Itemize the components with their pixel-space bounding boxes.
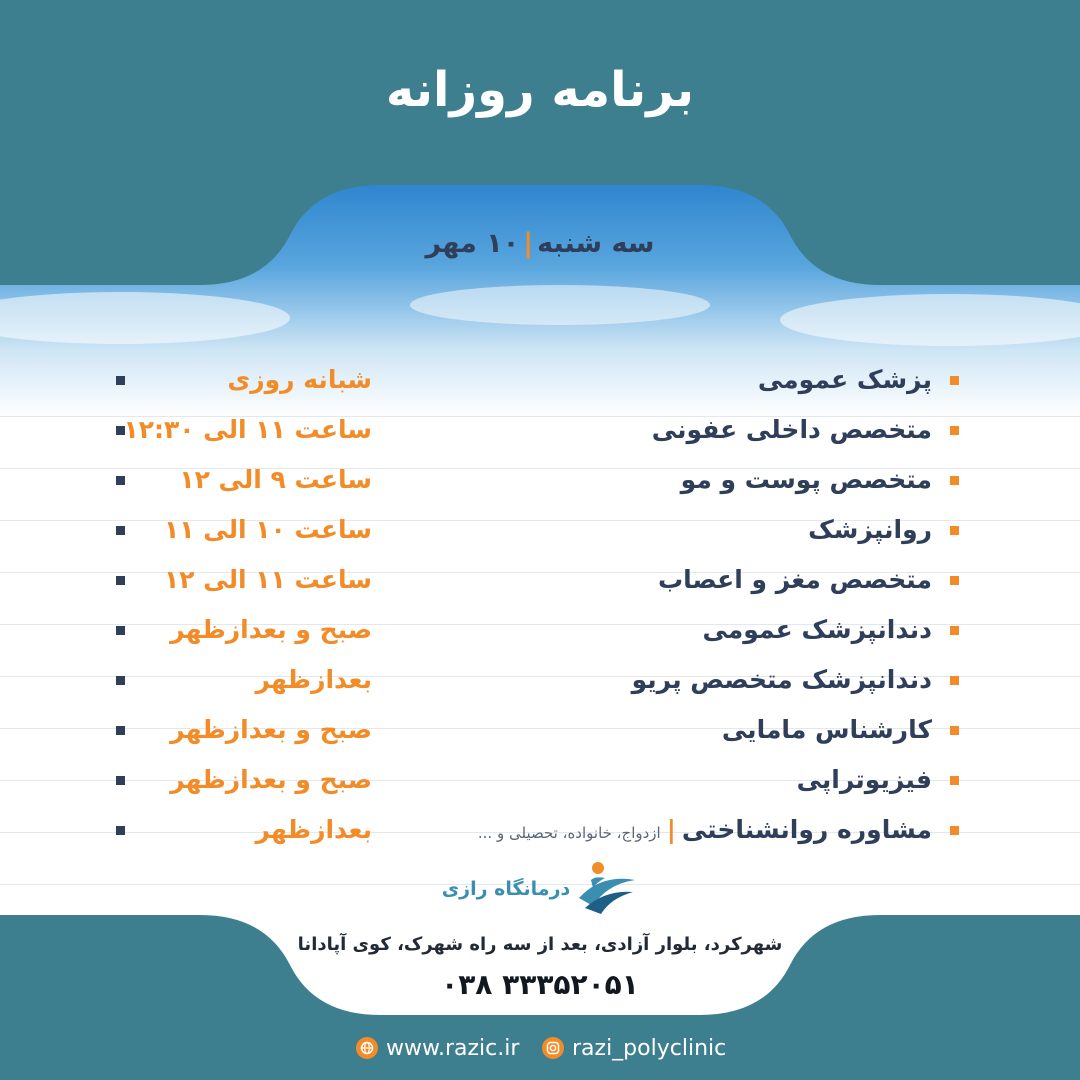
clinic-logo bbox=[436, 854, 646, 924]
row-bullet-right bbox=[950, 726, 959, 735]
website-link[interactable] bbox=[356, 1028, 519, 1068]
footer bbox=[0, 1028, 1080, 1068]
date-value: ۱۰ مهر bbox=[425, 228, 520, 259]
row-bullet-right bbox=[950, 676, 959, 685]
row-bullet-right bbox=[950, 426, 959, 435]
schedule-row bbox=[0, 560, 1080, 600]
row-time: ساعت ۱۰ الی ۱۱ bbox=[164, 515, 372, 544]
instagram-text: razi_polyclinic bbox=[572, 1035, 727, 1061]
website-text: www.razic.ir bbox=[386, 1035, 520, 1061]
row-bullet-left bbox=[116, 376, 125, 385]
row-time: ساعت ۱۱ الی ۱۲:۳۰ bbox=[123, 415, 372, 444]
row-service: متخصص مغز و اعصاب bbox=[657, 565, 932, 594]
schedule-row bbox=[0, 710, 1080, 750]
day-name: سه شنبه bbox=[537, 228, 655, 259]
row-service: روانپزشک bbox=[808, 515, 932, 544]
schedule-row bbox=[0, 410, 1080, 450]
row-bullet-left bbox=[116, 726, 125, 735]
row-service: دندانپزشک متخصص پریو bbox=[631, 665, 932, 694]
schedule-row bbox=[0, 460, 1080, 500]
row-time: ساعت ۹ الی ۱۲ bbox=[179, 465, 372, 494]
globe-icon bbox=[356, 1037, 378, 1059]
row-bullet-right bbox=[950, 376, 959, 385]
schedule-row bbox=[0, 610, 1080, 650]
service-separator: | bbox=[666, 815, 676, 844]
row-time: بعدازظهر bbox=[255, 665, 372, 694]
row-bullet-left bbox=[116, 476, 125, 485]
clinic-address: شهرکرد، بلوار آزادی، بعد از سه راه شهرک، کوی آپادانا bbox=[297, 934, 783, 955]
row-service: متخصص داخلی عفونی bbox=[651, 415, 932, 444]
row-service: پزشک عمومی bbox=[757, 365, 932, 394]
row-time: صبح و بعدازظهر bbox=[170, 765, 372, 794]
row-bullet-left bbox=[116, 826, 125, 835]
row-bullet-right bbox=[950, 526, 959, 535]
schedule-row bbox=[0, 760, 1080, 800]
logo-emblem-icon bbox=[571, 858, 641, 920]
row-time: صبح و بعدازظهر bbox=[170, 615, 372, 644]
row-time: ساعت ۱۱ الی ۱۲ bbox=[164, 565, 372, 594]
schedule-row bbox=[0, 510, 1080, 550]
clinic-phone: ۰۳۸ ۳۳۳۵۲۰۵۱ bbox=[441, 968, 639, 1001]
row-time: بعدازظهر bbox=[255, 815, 372, 844]
row-service-detail: ازدواج، خانواده، تحصیلی و ... bbox=[477, 824, 661, 842]
row-bullet-right bbox=[950, 476, 959, 485]
row-time: شبانه روزی bbox=[227, 365, 372, 394]
row-bullet-right bbox=[950, 626, 959, 635]
row-bullet-left bbox=[116, 576, 125, 585]
row-bullet-left bbox=[116, 526, 125, 535]
row-bullet-left bbox=[116, 626, 125, 635]
logo-text: درمانگاه رازی bbox=[441, 878, 571, 900]
row-bullet-right bbox=[950, 826, 959, 835]
date-line bbox=[0, 228, 1080, 259]
page-title: برنامه روزانه bbox=[385, 62, 695, 118]
instagram-link[interactable] bbox=[542, 1028, 726, 1068]
row-service: متخصص پوست و مو bbox=[680, 465, 932, 494]
date-separator: | bbox=[523, 228, 534, 259]
row-service: مشاوره روانشناختی bbox=[681, 815, 932, 844]
row-bullet-right bbox=[950, 576, 959, 585]
row-service: کارشناس مامایی bbox=[721, 715, 932, 744]
row-time: صبح و بعدازظهر bbox=[170, 715, 372, 744]
row-bullet-right bbox=[950, 776, 959, 785]
row-service-group bbox=[478, 810, 932, 853]
instagram-icon bbox=[542, 1037, 564, 1059]
row-bullet-left bbox=[116, 676, 125, 685]
schedule-row bbox=[0, 360, 1080, 400]
row-service: فیزیوتراپی bbox=[796, 765, 932, 794]
row-bullet-left bbox=[116, 776, 125, 785]
schedule-row bbox=[0, 660, 1080, 700]
row-service: دندانپزشک عمومی bbox=[702, 615, 932, 644]
schedule-row bbox=[0, 810, 1080, 850]
